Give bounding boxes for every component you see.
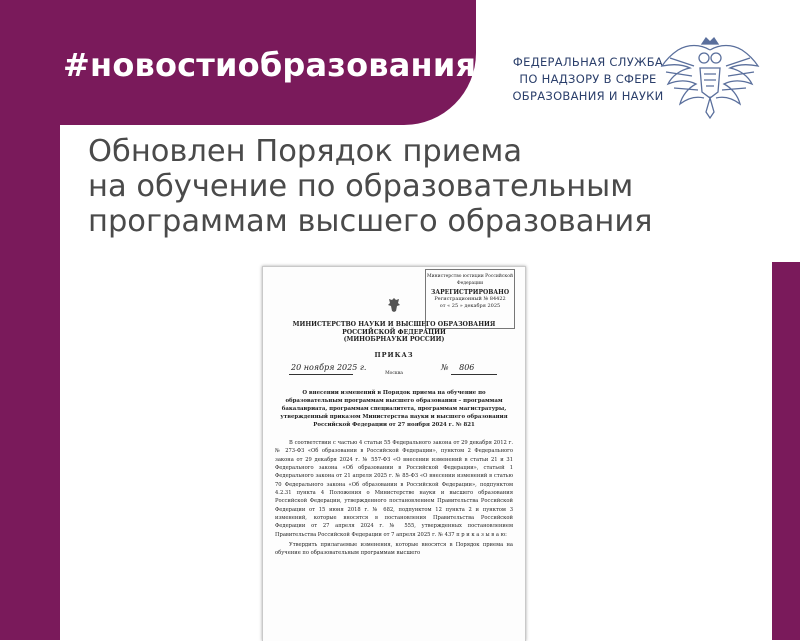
stamp-registered: ЗАРЕГИСТРИРОВАНО: [430, 289, 510, 296]
order-word: ПРИКАЗ: [374, 351, 414, 359]
headline-line: на обучение по образовательным: [88, 169, 634, 204]
headline: [88, 134, 653, 239]
ministry-line: (МИНОБРНАУКИ РОССИИ): [343, 336, 445, 343]
stamp-reg-number: Регистрационный № 84422: [434, 296, 506, 302]
left-accent-bar: [0, 100, 60, 640]
order-date: 20 ноября 2025 г.: [291, 363, 367, 372]
order-title: О внесении изменений в Порядок приема на обучение по образовательным программам высшего образования – программам бакалавриата, программам специалитета, программам магистратуры, утвержденный приказом Министерства науки и высшего образования Российской Федерации от 27 ноября 2024 г. № 821: [280, 390, 508, 428]
number-value: 806: [459, 363, 475, 372]
coat-of-arms-icon: [387, 297, 401, 313]
agency-line: ФЕДЕРАЛЬНАЯ СЛУЖБА: [512, 55, 664, 69]
number-prefix: №: [441, 363, 449, 372]
stamp-reg-date: от « 25 » декабря 2025: [439, 303, 501, 309]
body-paragraph: В соответствии с частью 4 статьи 55 Федерального закона от 29 декабря 2012 г. № 273-ФЗ «Об образовании в Российской Федерации», пунктом 2 Федерального закона от 29 декабря 2024 г. № 557-ФЗ «О внесении изменений в статьи 21 и 31 Федерального закона «Об образовании в Российской Федерации», статьей 1 Федерального закона от 21 апреля 2025 г. № 85-ФЗ «О внесении изменений в статью 70 Федерального закона «Об образовании в Российской Федерации», подпунктом 4.2.31 пункта 4 Положения о Министерстве науки и высшего образования Российской Федерации, утвержденного постановлением Правительства Российской Федерации от 15 июня 2018 г. № 682, подпунктом 12 пункта 2 и пунктом 3 изменений, которые вносятся в постановления Правительства Российской Федерации от 27 апреля 2024 г. № 555, утвержденных постановлением Правительства Российской Федерации от 7 апреля 2025 г. № 437 п р и к а з ы в а ю:: [275, 440, 513, 538]
agency-name: [508, 54, 668, 105]
hashtag-title: #новостиобразования: [63, 46, 477, 84]
headline-line: Обновлен Порядок приема: [88, 134, 523, 169]
order-body: [275, 439, 513, 558]
headline-line: программам высшего образования: [88, 204, 653, 239]
ministry-line: РОССИЙСКОЙ ФЕДЕРАЦИИ: [342, 328, 446, 336]
right-accent-bar: [772, 262, 800, 640]
eagle-emblem-icon: [660, 36, 760, 122]
registration-stamp: [425, 269, 515, 329]
stamp-authority: Министерство юстиции Российской Федерации: [427, 274, 513, 286]
agency-line: ОБРАЗОВАНИЯ И НАУКИ: [512, 89, 664, 103]
body-paragraph: Утвердить прилагаемые изменения, которые вносятся в Порядок приема на обучение по образовательным программам высшего: [275, 542, 513, 557]
order-document-scan: [262, 266, 526, 641]
ministry-header: [263, 321, 525, 344]
ministry-line: МИНИСТЕРСТВО НАУКИ И ВЫСШЕГО ОБРАЗОВАНИЯ: [292, 321, 496, 328]
agency-line: ПО НАДЗОРУ В СФЕРЕ: [519, 72, 657, 86]
order-city: Москва: [385, 371, 403, 376]
